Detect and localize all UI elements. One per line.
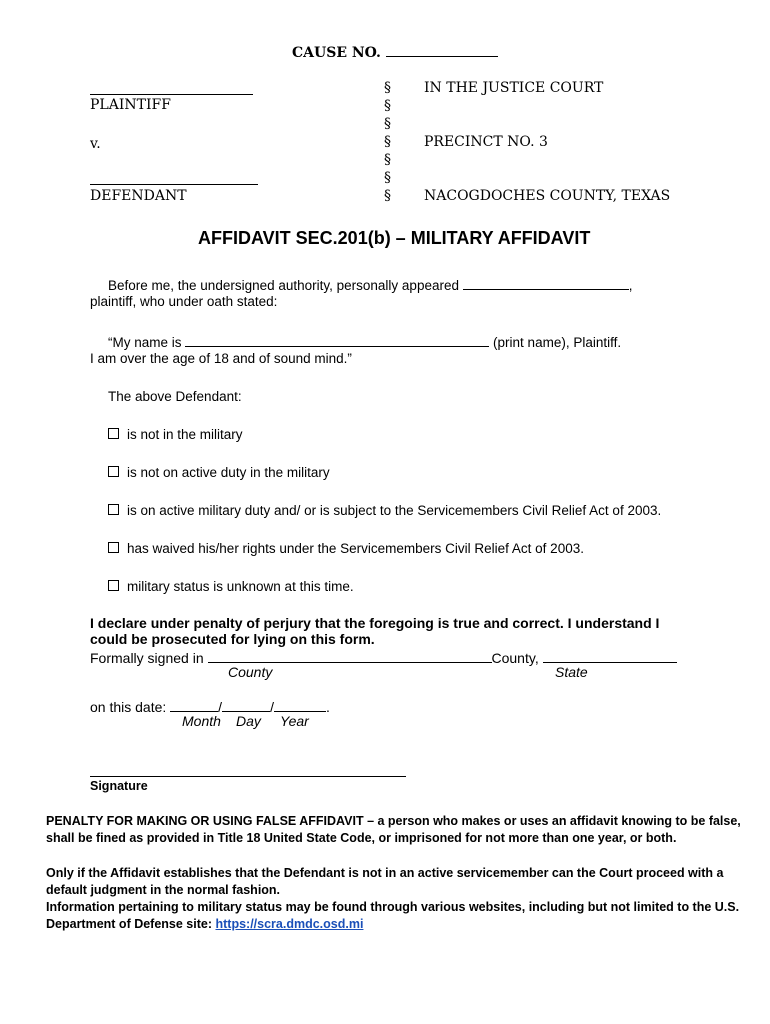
signed-in-line: Formally signed in County, [90,648,677,666]
penalty-line-1: PENALTY FOR MAKING OR USING FALSE AFFIDAVIT – a person who makes or uses an affidavit knowing to be false, [46,814,741,828]
statement-line-2: I am over the age of 18 and of sound mind.” [90,351,352,366]
cause-number-label: CAUSE NO. [292,42,498,61]
signature-label: Signature [90,779,148,793]
checkbox[interactable] [108,542,119,553]
defendant-blank[interactable] [90,184,258,185]
checkbox[interactable] [108,504,119,515]
checkbox[interactable] [108,580,119,591]
versus-label: v. [90,136,101,152]
cause-number-field[interactable] [386,42,498,57]
month-field[interactable] [170,697,218,712]
notice-line-2: default judgment in the normal fashion. [46,883,281,897]
plaintiff-blank[interactable] [90,94,253,95]
notice-line-3: Information pertaining to military status may be found through various websites, including but not limited to the U.S. [46,900,740,914]
date-line: on this date: / / . [90,699,330,715]
county-label: NACOGDOCHES COUNTY, TEXAS [424,188,671,204]
day-field[interactable] [222,697,270,712]
section-symbol: § [384,134,391,150]
penalty-line-2: shall be fined as provided in Title 18 United State Code, or imprisoned for not more than one year, or both. [46,831,677,845]
section-symbol: § [384,188,391,204]
option-not-in-military[interactable]: is not in the military [108,427,243,442]
intro-line-2: plaintiff, who under oath stated: [90,294,278,309]
day-caption: Day [236,713,261,729]
year-field[interactable] [274,697,326,712]
court-name: IN THE JUSTICE COURT [424,80,604,96]
declaration-line-2: could be prosecuted for lying on this form. [90,631,375,647]
notice-line-1: Only if the Affidavit establishes that the Defendant is not in an active servicemember can the Court proceed with a [46,866,724,880]
precinct-label: PRECINCT NO. 3 [424,134,548,150]
defendant-heading: The above Defendant: [108,389,242,404]
section-symbol: § [384,152,391,168]
state-caption: State [555,664,588,680]
month-caption: Month [182,713,221,729]
option-active-duty[interactable]: is on active military duty and/ or is subject to the Servicemembers Civil Relief Act of 2003. [108,503,661,518]
section-symbol: § [384,80,391,96]
intro-line-1: Before me, the undersigned authority, personally appeared , [108,275,633,293]
section-symbol: § [384,98,391,114]
checkbox[interactable] [108,428,119,439]
signature-line[interactable] [90,776,406,777]
appeared-name-field[interactable] [463,275,629,290]
document-title: AFFIDAVIT SEC.201(b) – MILITARY AFFIDAVIT [198,228,591,248]
statement-line-1: “My name is (print name), Plaintiff. [108,332,621,350]
option-waived-rights[interactable]: has waived his/her rights under the Servicemembers Civil Relief Act of 2003. [108,541,584,556]
dod-scra-link[interactable]: https://scra.dmdc.osd.mi [215,917,364,931]
declaration-line-1: I declare under penalty of perjury that the foregoing is true and correct. I understand I [90,615,660,631]
plaintiff-label: PLAINTIFF [90,97,171,113]
notice-line-4: Department of Defense site: https://scra.dmdc.osd.mi [46,917,364,931]
year-caption: Year [280,713,309,729]
option-status-unknown[interactable]: military status is unknown at this time. [108,579,354,594]
section-symbol: § [384,170,391,186]
checkbox[interactable] [108,466,119,477]
print-name-field[interactable] [185,332,489,347]
county-caption: County [228,664,273,680]
county-field[interactable] [208,648,492,663]
state-field[interactable] [543,648,677,663]
defendant-label: DEFENDANT [90,188,187,204]
section-symbol: § [384,116,391,132]
option-not-active-duty[interactable]: is not on active duty in the military [108,465,330,480]
